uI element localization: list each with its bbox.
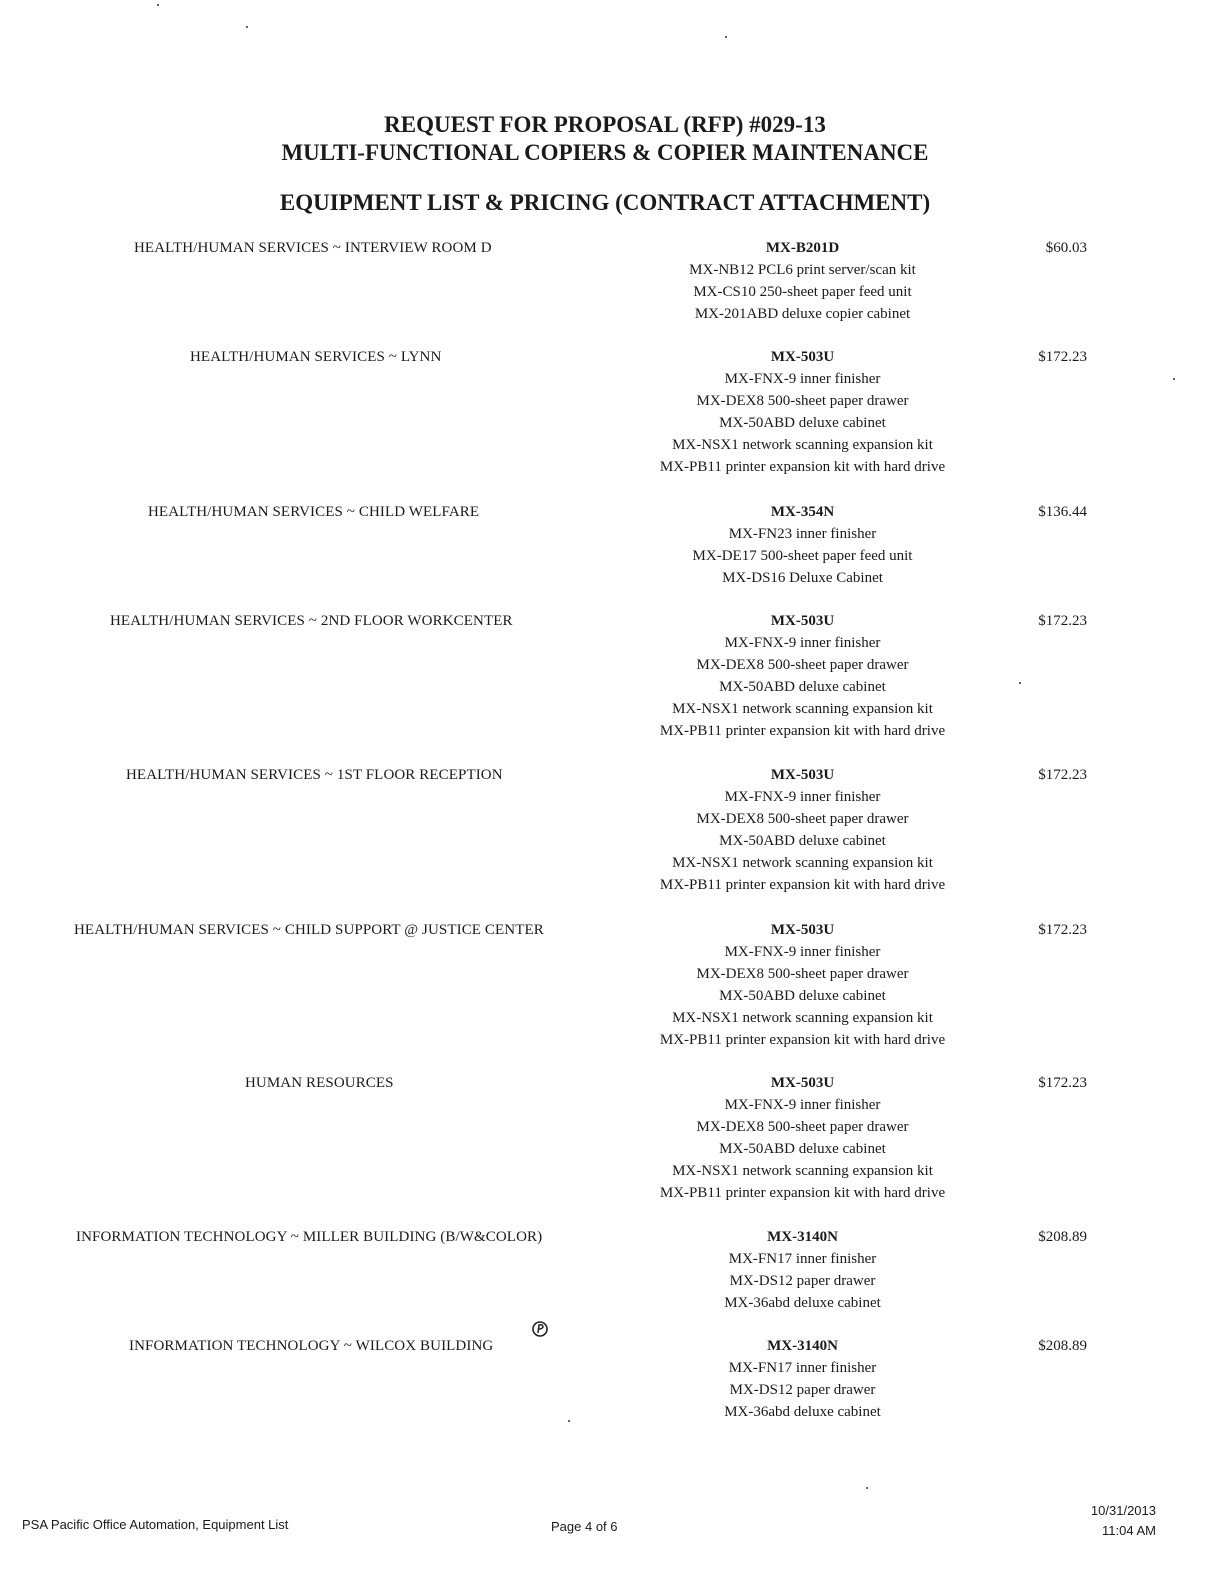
monthly-price: $60.03	[1045, 240, 1087, 256]
model-number: MX-503U	[770, 922, 835, 938]
footer-page-number: Page 4 of 6	[551, 1519, 618, 1534]
accessory-item: MX-50ABD deluxe cabinet	[719, 988, 886, 1004]
department-name: HEALTH/HUMAN SERVICES ~ LYNN	[190, 349, 442, 365]
model-number: MX-3140N	[767, 1229, 838, 1245]
scan-speck	[866, 1487, 868, 1489]
monthly-price: $208.89	[1038, 1338, 1087, 1354]
accessory-item: MX-201ABD deluxe copier cabinet	[694, 306, 911, 322]
accessory-item: MX-DE17 500-sheet paper feed unit	[692, 548, 913, 564]
accessory-item: MX-PB11 printer expansion kit with hard drive	[659, 877, 946, 893]
equipment-items	[645, 346, 960, 478]
footer-company: PSA Pacific Office Automation, Equipment List	[22, 1517, 289, 1532]
accessory-item: MX-FNX-9 inner finisher	[724, 1097, 881, 1113]
model-number: MX-503U	[770, 767, 835, 783]
footer-date: 10/31/2013	[1090, 1503, 1156, 1518]
scan-speck	[1173, 378, 1175, 380]
accessory-item: MX-CS10 250-sheet paper feed unit	[693, 284, 912, 300]
accessory-item: MX-NSX1 network scanning expansion kit	[672, 1163, 933, 1179]
accessory-item: MX-NSX1 network scanning expansion kit	[672, 855, 933, 871]
monthly-price: $172.23	[1038, 767, 1087, 783]
equipment-items	[645, 1335, 960, 1423]
scan-speck	[157, 4, 159, 6]
model-number: MX-3140N	[767, 1338, 838, 1354]
equipment-items	[645, 610, 960, 742]
accessory-item: MX-50ABD deluxe cabinet	[719, 1141, 886, 1157]
accessory-item: MX-NSX1 network scanning expansion kit	[672, 437, 933, 453]
accessory-item: MX-DEX8 500-sheet paper drawer	[696, 811, 909, 827]
accessory-item: MX-FNX-9 inner finisher	[724, 635, 881, 651]
accessory-item: MX-FNX-9 inner finisher	[724, 789, 881, 805]
accessory-item: MX-PB11 printer expansion kit with hard drive	[659, 1032, 946, 1048]
model-number: MX-354N	[770, 504, 835, 520]
accessory-item: MX-FNX-9 inner finisher	[724, 944, 881, 960]
accessory-item: MX-DS12 paper drawer	[729, 1382, 876, 1398]
department-name: INFORMATION TECHNOLOGY ~ WILCOX BUILDING	[129, 1338, 494, 1354]
scan-speck	[568, 1420, 570, 1422]
scan-speck	[725, 36, 727, 38]
equipment-items	[645, 1072, 960, 1204]
monthly-price: $172.23	[1038, 922, 1087, 938]
footer-time: 11:04 AM	[1102, 1523, 1156, 1538]
equipment-items	[645, 501, 960, 589]
accessory-item: MX-DS12 paper drawer	[729, 1273, 876, 1289]
department-name: HEALTH/HUMAN SERVICES ~ CHILD WELFARE	[148, 504, 480, 520]
model-number: MX-B201D	[765, 240, 840, 256]
accessory-item: MX-NB12 PCL6 print server/scan kit	[689, 262, 916, 278]
equipment-items	[645, 237, 960, 325]
accessory-item: MX-NSX1 network scanning expansion kit	[672, 701, 933, 717]
department-name: HEALTH/HUMAN SERVICES ~ 2ND FLOOR WORKCENTER	[110, 613, 513, 629]
scan-speck	[1019, 682, 1021, 684]
rfp-subtitle: MULTI-FUNCTIONAL COPIERS & COPIER MAINTENANCE	[281, 140, 929, 165]
accessory-item: MX-DEX8 500-sheet paper drawer	[696, 966, 909, 982]
department-name: INFORMATION TECHNOLOGY ~ MILLER BUILDING (B/W&COLOR)	[76, 1229, 543, 1245]
accessory-item: MX-NSX1 network scanning expansion kit	[672, 1010, 933, 1026]
scan-speck	[246, 26, 248, 28]
section-title: EQUIPMENT LIST & PRICING (CONTRACT ATTACHMENT)	[279, 190, 931, 215]
monthly-price: $208.89	[1038, 1229, 1087, 1245]
monthly-price: $172.23	[1038, 1075, 1087, 1091]
handwritten-circle-mark	[531, 1319, 549, 1339]
monthly-price: $172.23	[1038, 349, 1087, 365]
accessory-item: MX-36abd deluxe cabinet	[724, 1404, 881, 1420]
accessory-item: MX-PB11 printer expansion kit with hard drive	[659, 1185, 946, 1201]
department-name: HEALTH/HUMAN SERVICES ~ 1ST FLOOR RECEPTION	[126, 767, 503, 783]
equipment-items	[645, 1226, 960, 1314]
accessory-item: MX-DEX8 500-sheet paper drawer	[696, 657, 909, 673]
monthly-price: $136.44	[1038, 504, 1087, 520]
equipment-items	[645, 919, 960, 1051]
rfp-title: REQUEST FOR PROPOSAL (RFP) #029-13	[384, 112, 826, 137]
accessory-item: MX-FN23 inner finisher	[728, 526, 877, 542]
department-name: HEALTH/HUMAN SERVICES ~ INTERVIEW ROOM D	[134, 240, 492, 256]
accessory-item: MX-50ABD deluxe cabinet	[719, 833, 886, 849]
model-number: MX-503U	[770, 1075, 835, 1091]
department-name: HUMAN RESOURCES	[245, 1075, 394, 1091]
accessory-item: MX-FNX-9 inner finisher	[724, 371, 881, 387]
accessory-item: MX-DEX8 500-sheet paper drawer	[696, 393, 909, 409]
footer-timestamp	[1091, 1501, 1156, 1541]
accessory-item: MX-DEX8 500-sheet paper drawer	[696, 1119, 909, 1135]
accessory-item: MX-50ABD deluxe cabinet	[719, 679, 886, 695]
monthly-price: $172.23	[1038, 613, 1087, 629]
accessory-item: MX-PB11 printer expansion kit with hard drive	[659, 459, 946, 475]
accessory-item: MX-50ABD deluxe cabinet	[719, 415, 886, 431]
model-number: MX-503U	[770, 613, 835, 629]
equipment-items	[645, 764, 960, 896]
accessory-item: MX-36abd deluxe cabinet	[724, 1295, 881, 1311]
accessory-item: MX-FN17 inner finisher	[728, 1360, 877, 1376]
department-name: HEALTH/HUMAN SERVICES ~ CHILD SUPPORT @ JUSTICE CENTER	[74, 922, 544, 938]
model-number: MX-503U	[770, 349, 835, 365]
accessory-item: MX-PB11 printer expansion kit with hard drive	[659, 723, 946, 739]
accessory-item: MX-FN17 inner finisher	[728, 1251, 877, 1267]
accessory-item: MX-DS16 Deluxe Cabinet	[722, 570, 883, 586]
